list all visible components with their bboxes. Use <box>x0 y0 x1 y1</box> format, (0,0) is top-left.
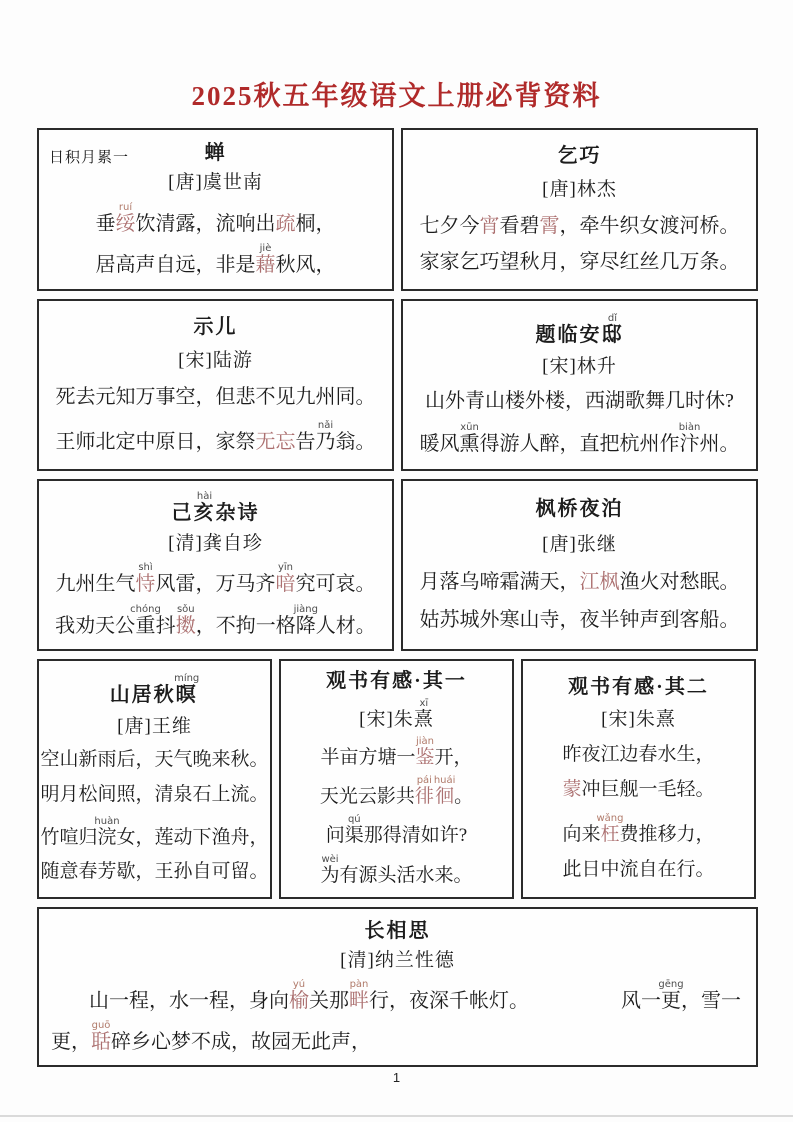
poem-author <box>168 532 263 556</box>
poem-text: 半亩方塘一 <box>320 746 416 768</box>
pinyin-ruby <box>275 562 296 596</box>
poem-line <box>41 859 269 885</box>
annotated-char: 枉 <box>596 823 624 845</box>
pinyin-ruby <box>289 979 309 1012</box>
poem-line <box>55 604 376 639</box>
poem-title <box>110 673 200 707</box>
pinyin-ruby <box>175 603 196 637</box>
annotated-char: 浣 <box>94 826 120 848</box>
poem-text: 九州生气 <box>55 573 136 596</box>
poem-text: 风一 <box>621 990 661 1012</box>
annotated-char: 徘 <box>414 786 434 808</box>
poem-box-6 <box>401 479 758 651</box>
pinyin-label: chóng <box>130 603 161 615</box>
poem-text: 长相思 <box>364 920 431 942</box>
annotated-char: 恃 <box>135 573 156 596</box>
poem-text: 有源头活水来。 <box>339 864 473 886</box>
poem-text: 得游人醉，直把杭州作 <box>479 432 680 455</box>
annotated-char: 熹 <box>413 708 434 730</box>
poem-author <box>542 355 617 379</box>
poem-text: 渔火对愁眠。 <box>619 571 740 593</box>
poem-text: 王师北定中原日，家祭 <box>55 430 256 453</box>
poem-text: 秋风， <box>275 254 336 277</box>
poem-text: 抖 <box>155 614 176 637</box>
annotated-char: 绥 <box>115 212 136 235</box>
poem-text: 题临安 <box>535 324 602 347</box>
poem-text: ，不拘一格 <box>195 614 296 637</box>
poem-line <box>96 243 336 278</box>
poem-text: 霄 <box>539 214 560 237</box>
pinyin-ruby <box>414 775 434 808</box>
poem-text: 天光云影共 <box>319 786 415 808</box>
poem-text: 杂诗 <box>215 502 260 525</box>
poem-text: ，雪一 <box>681 990 741 1012</box>
poem-text: 州。 <box>699 432 740 455</box>
pinyin-label: nǎi <box>315 419 336 431</box>
poem-line <box>425 388 734 414</box>
poem-line <box>43 979 752 1014</box>
poem-text: 看碧 <box>499 214 540 237</box>
poem-box-3 <box>37 299 394 471</box>
poem-text: 费推移力， <box>619 823 715 845</box>
poem-text: 无忘 <box>255 430 296 453</box>
pinyin-ruby <box>349 979 369 1012</box>
poem-text: [宋]朱 <box>359 708 414 730</box>
pinyin-label: shì <box>135 562 156 574</box>
pinyin-ruby <box>94 815 120 848</box>
poem-line <box>41 782 269 808</box>
poem-text: 姑苏城外寒山寺，夜半钟声到客船。 <box>419 609 740 631</box>
pinyin-label: yú <box>289 979 309 990</box>
poem-box-4 <box>401 299 758 471</box>
pinyin-ruby <box>174 673 200 707</box>
poem-title <box>326 669 467 693</box>
poem-author <box>601 708 676 732</box>
pinyin-label: sǒu <box>175 603 196 615</box>
poem-line <box>420 213 740 239</box>
poem-text: 究可哀。 <box>295 573 376 596</box>
poem-title <box>194 315 238 339</box>
pinyin-label: jiàng <box>293 603 318 615</box>
poem-text: 桐， <box>295 212 336 235</box>
poem-line <box>56 384 376 410</box>
poem-title <box>172 491 260 525</box>
poem-text: 蝉 <box>204 141 227 164</box>
poem-text: 明月松间照，清泉石上流。 <box>40 783 269 805</box>
poem-box-10 <box>37 907 758 1067</box>
pinyin-ruby <box>678 421 701 455</box>
pinyin-label: xī <box>413 697 434 709</box>
pinyin-label: hài <box>193 491 216 503</box>
poem-text: 示儿 <box>193 316 238 339</box>
poem-text: 随意春芳歇，王孙自可留。 <box>40 860 269 882</box>
poem-line <box>320 775 473 810</box>
poem-text: 观书有感·其一 <box>326 670 467 693</box>
poem-text: [唐]林杰 <box>542 179 617 201</box>
poem-author <box>542 178 617 202</box>
poem-title <box>365 919 431 943</box>
annotated-char: 熏 <box>459 432 480 455</box>
pinyin-ruby <box>433 775 456 808</box>
poem-text: 山居秋 <box>109 684 176 707</box>
poem-box-7 <box>37 659 272 899</box>
annotated-char: 徊 <box>433 786 456 808</box>
pinyin-ruby <box>115 201 136 235</box>
pinyin-ruby <box>320 853 340 886</box>
poem-text: 居高声自远，非是 <box>95 254 256 277</box>
poem-text: 七夕今 <box>419 214 480 237</box>
poem-text: [清]龚自珍 <box>168 532 263 554</box>
poem-text: 更， <box>51 1031 91 1053</box>
poem-author <box>340 949 455 973</box>
poem-text: 此日中流自在行。 <box>562 859 715 881</box>
poem-line <box>56 562 376 597</box>
annotated-char: 乃 <box>315 430 336 453</box>
pinyin-ruby <box>193 491 216 525</box>
poem-text: 己 <box>171 502 194 525</box>
poem-text: 竹喧归 <box>40 826 98 848</box>
poem-title <box>558 144 602 168</box>
pinyin-ruby <box>596 812 624 845</box>
pinyin-ruby <box>459 421 480 455</box>
poem-text: 月落乌啼霜满天， <box>419 571 580 593</box>
pinyin-label: guō <box>91 1020 111 1031</box>
poem-box-9 <box>521 659 756 899</box>
poem-title <box>205 141 227 165</box>
annotated-char: 为 <box>320 864 340 886</box>
poem-text: 山外青山楼外楼，西湖歌舞几时休? <box>425 389 734 412</box>
annotated-char: 擞 <box>175 614 196 637</box>
poem-line <box>326 814 467 849</box>
poem-text: [宋]朱熹 <box>601 709 676 731</box>
pinyin-label: wǎng <box>596 812 624 824</box>
pinyin-ruby <box>130 603 161 637</box>
poem-text: 女，莲动下渔舟， <box>116 826 269 848</box>
pinyin-ruby <box>315 419 336 453</box>
poem-text: 人材。 <box>315 614 376 637</box>
annotated-char: 亥 <box>193 502 216 525</box>
pinyin-label: biàn <box>678 421 701 433</box>
poem-text: 死去元知万事空，但悲不见九州同。 <box>55 385 376 408</box>
pinyin-label: gēng <box>658 979 684 990</box>
poem-text: 我劝天公 <box>55 614 136 637</box>
poem-text: 向来 <box>562 823 601 845</box>
poem-text: 家家乞巧望秋月，穿尽红丝几万条。 <box>419 250 740 273</box>
page-title: 2025秋五年级语文上册必背资料 <box>191 81 602 111</box>
pinyin-label: dǐ <box>601 313 624 325</box>
pinyin-ruby <box>255 243 276 277</box>
poem-box-2 <box>401 128 758 291</box>
pinyin-label: qú <box>344 814 364 826</box>
poem-box-1 <box>37 128 394 291</box>
pinyin-label: míng <box>174 673 200 685</box>
pinyin-ruby <box>658 979 684 1012</box>
poem-text: 观书有感·其二 <box>568 675 709 698</box>
annotated-char: 重 <box>130 614 161 637</box>
poem-text: 枫桥夜泊 <box>535 498 624 520</box>
poem-line <box>562 777 714 803</box>
pinyin-label: huàn <box>94 815 120 827</box>
poem-text: 暖风 <box>419 432 460 455</box>
poem-text: 乞巧 <box>557 145 602 168</box>
poem-line <box>562 857 714 883</box>
poem-text: 蒙 <box>562 779 582 801</box>
poem-title <box>568 675 709 699</box>
annotated-char: 降 <box>293 614 318 637</box>
poem-line <box>420 607 740 633</box>
poem-line <box>320 736 472 771</box>
poem-text: [宋]林升 <box>542 356 617 378</box>
poem-text: 告 <box>295 430 316 453</box>
poem-line <box>420 422 740 457</box>
poem-text: [唐]虞世南 <box>168 172 263 194</box>
pinyin-ruby <box>601 313 624 347</box>
poem-author <box>542 533 617 557</box>
annotated-char: 暝 <box>174 684 200 707</box>
poem-text: 风雷，万马齐 <box>155 573 276 596</box>
poem-line <box>420 569 740 595</box>
poem-author <box>178 349 253 373</box>
annotated-char: 更 <box>658 990 684 1012</box>
pinyin-label: wèi <box>320 853 340 865</box>
corner-label: 日积月累一 <box>49 150 130 166</box>
pinyin-label: huái <box>433 775 456 787</box>
annotated-char: 汴 <box>678 432 701 455</box>
poem-text: [唐]王维 <box>117 716 192 738</box>
pinyin-label: ruí <box>115 201 136 213</box>
poem-line <box>41 747 269 773</box>
annotated-char: 喑 <box>275 573 296 596</box>
poem-text: 宵 <box>479 214 500 237</box>
poem-text: 开， <box>434 746 473 768</box>
pinyin-label: jiàn <box>415 735 435 747</box>
pinyin-label: xūn <box>459 421 480 433</box>
poem-text: 问 <box>325 825 345 847</box>
poem-text: [唐]张继 <box>542 534 617 555</box>
poem-text: 。 <box>454 786 474 808</box>
annotated-char: 榆 <box>289 990 309 1012</box>
poem-text: [清]纳兰性德 <box>340 950 455 971</box>
poem-text: 山一程，水一程，身向 <box>89 990 289 1012</box>
annotated-char: 聒 <box>91 1031 111 1053</box>
poem-text: ，牵牛织女渡河桥。 <box>559 214 740 237</box>
poem-title <box>536 497 624 521</box>
poem-text: 疏 <box>275 212 296 235</box>
poem-author <box>359 698 434 732</box>
poem-text: 那得清如许? <box>363 825 468 847</box>
pinyin-ruby <box>135 562 156 596</box>
poem-line <box>562 813 714 848</box>
poem-title <box>536 313 624 347</box>
pinyin-ruby <box>293 603 318 637</box>
poem-author <box>117 715 192 739</box>
annotated-char: 渠 <box>344 825 364 847</box>
poem-text: [宋]陆游 <box>178 350 253 372</box>
poem-author <box>168 171 263 195</box>
poem-line <box>320 854 472 889</box>
poems-grid <box>37 128 758 1067</box>
poem-text: 垂 <box>95 212 116 235</box>
poem-box-8 <box>279 659 514 899</box>
pinyin-label: jiè <box>255 243 276 255</box>
next-page-divider <box>0 1115 793 1117</box>
annotated-char: 鉴 <box>415 746 435 768</box>
pinyin-ruby <box>413 697 434 730</box>
annotated-char: 藉 <box>255 254 276 277</box>
poem-line <box>43 1020 752 1055</box>
poem-text: 行，夜深千帐灯。 <box>369 990 529 1012</box>
annotated-char: 邸 <box>601 324 624 347</box>
pinyin-ruby <box>344 814 364 847</box>
poem-line <box>40 816 268 851</box>
poem-box-5 <box>37 479 394 651</box>
annotated-char: 畔 <box>349 990 369 1012</box>
pinyin-ruby <box>91 1020 111 1053</box>
poem-text: 昨夜江边春水生， <box>562 743 715 765</box>
poem-text: 冲巨舰一毛轻。 <box>581 779 715 801</box>
poem-line <box>56 420 376 455</box>
poem-text: 饮清露，流响出 <box>135 212 276 235</box>
pinyin-ruby <box>415 735 435 768</box>
poem-line <box>420 249 740 275</box>
pinyin-label: pàn <box>349 979 369 990</box>
pinyin-label: yīn <box>275 562 296 574</box>
page-number: 1 <box>392 1070 401 1085</box>
poem-text: 碎乡心梦不成，故园无此声， <box>111 1031 371 1053</box>
poem-line <box>562 742 714 768</box>
poem-text: 江枫 <box>579 571 620 593</box>
poem-text: 关那 <box>309 990 349 1012</box>
poem-line <box>96 202 336 237</box>
poem-text: 翁。 <box>335 430 376 453</box>
poem-text: 空山新雨后，天气晚来秋。 <box>40 749 269 771</box>
pinyin-label: pái <box>414 775 434 787</box>
